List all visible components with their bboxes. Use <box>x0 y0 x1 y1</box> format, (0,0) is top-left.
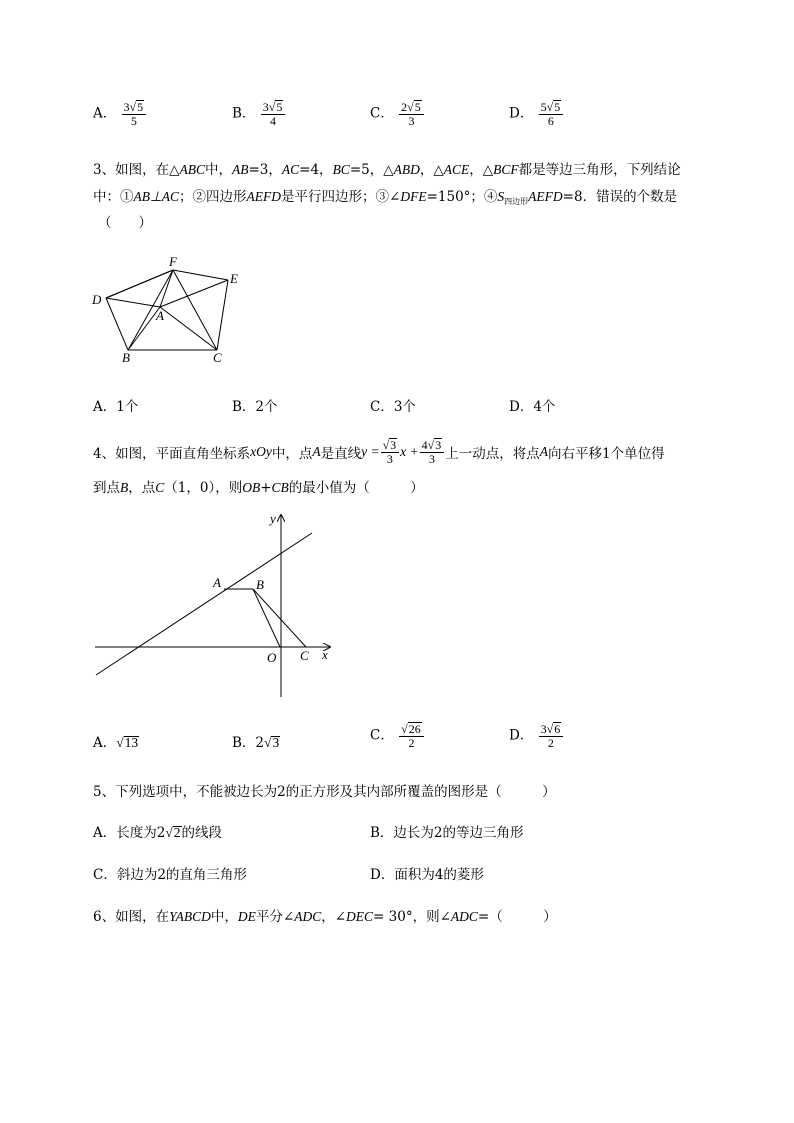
q3-option-c[interactable]: C．3个 <box>370 399 416 415</box>
label-a: A <box>213 575 221 590</box>
q5-stem: 5、下列选项中，不能被边长为2的正方形及其内部所覆盖的图形是（ ） <box>93 784 556 800</box>
q3-stem-line1: 3、如图，在△ABC中，AB=3，AC=4，BC=5，△ABD，△ACE，△BCF都是等边三角形，下列结论 <box>93 162 681 178</box>
q4-figure <box>90 505 350 700</box>
q3-stem-line3: （ ） <box>98 215 152 231</box>
q6-stem: 6、如图，在YABCD中，DE平分∠ADC，∠DEC= 30°，则∠ADC=（ ） <box>93 909 557 925</box>
label-y: y <box>270 511 276 526</box>
q3-option-b[interactable]: B．2个 <box>232 399 278 415</box>
q2-option-b[interactable]: B． $\frac{3√5}{4}$ <box>232 100 286 128</box>
label-d: D <box>92 292 102 307</box>
label-x: x <box>322 647 328 662</box>
label-f: F <box>169 254 177 269</box>
q3-option-d[interactable]: D．4个 <box>509 399 556 415</box>
q5-option-b[interactable]: B．边长为2的等边三角形 <box>370 825 524 841</box>
q2-option-c[interactable]: C． $\frac{2√5}{3}$ <box>370 100 425 128</box>
q3-stem-line2: 中：①AB⊥AC；②四边形AEFD是平行四边形；③∠DFE=150°；$④S_{四边形}AEFD=8$．错误的个数是 <box>93 189 678 206</box>
q5-option-a[interactable]: A．长度为2√2的线段 <box>93 825 223 841</box>
q5-option-d[interactable]: D．面积为4的菱形 <box>370 867 484 883</box>
q4-stem-line2: 到点B，点C（1，0），则OB+CB的最小值为（ ） <box>93 480 424 496</box>
q4-stem-line1: 4、如图，平面直角坐标系 xOy 中，点 A 是直线 y = $\frac{√3}{3}$ x + $\frac{4√3}{3}$ 上一动点，将点 A 向右平移1个单位得 <box>93 438 665 466</box>
q4-option-c[interactable]: C． $\frac{√26}{2}$ <box>370 722 425 750</box>
q4-option-b[interactable]: B．2√3 <box>232 735 280 751</box>
label-e: E <box>230 271 238 286</box>
label-c: C <box>300 648 309 663</box>
label-a: A <box>156 308 164 323</box>
label-o: O <box>267 650 277 665</box>
q4-option-d[interactable]: D． $\frac{3√6}{2}$ <box>509 722 564 750</box>
q4-option-a[interactable]: A．√13 <box>93 735 139 751</box>
q5-option-c[interactable]: C．斜边为2的直角三角形 <box>93 867 247 883</box>
q3-option-a[interactable]: A．1个 <box>93 399 139 415</box>
label-b: B <box>256 577 264 592</box>
q3-figure <box>85 250 255 370</box>
q2-option-d[interactable]: D． $\frac{5√5}{6}$ <box>509 100 564 128</box>
q2-option-a[interactable]: A． $\frac{3√5}{5}$ <box>93 100 147 128</box>
label-b: B <box>122 350 130 365</box>
label-c: C <box>213 350 222 365</box>
